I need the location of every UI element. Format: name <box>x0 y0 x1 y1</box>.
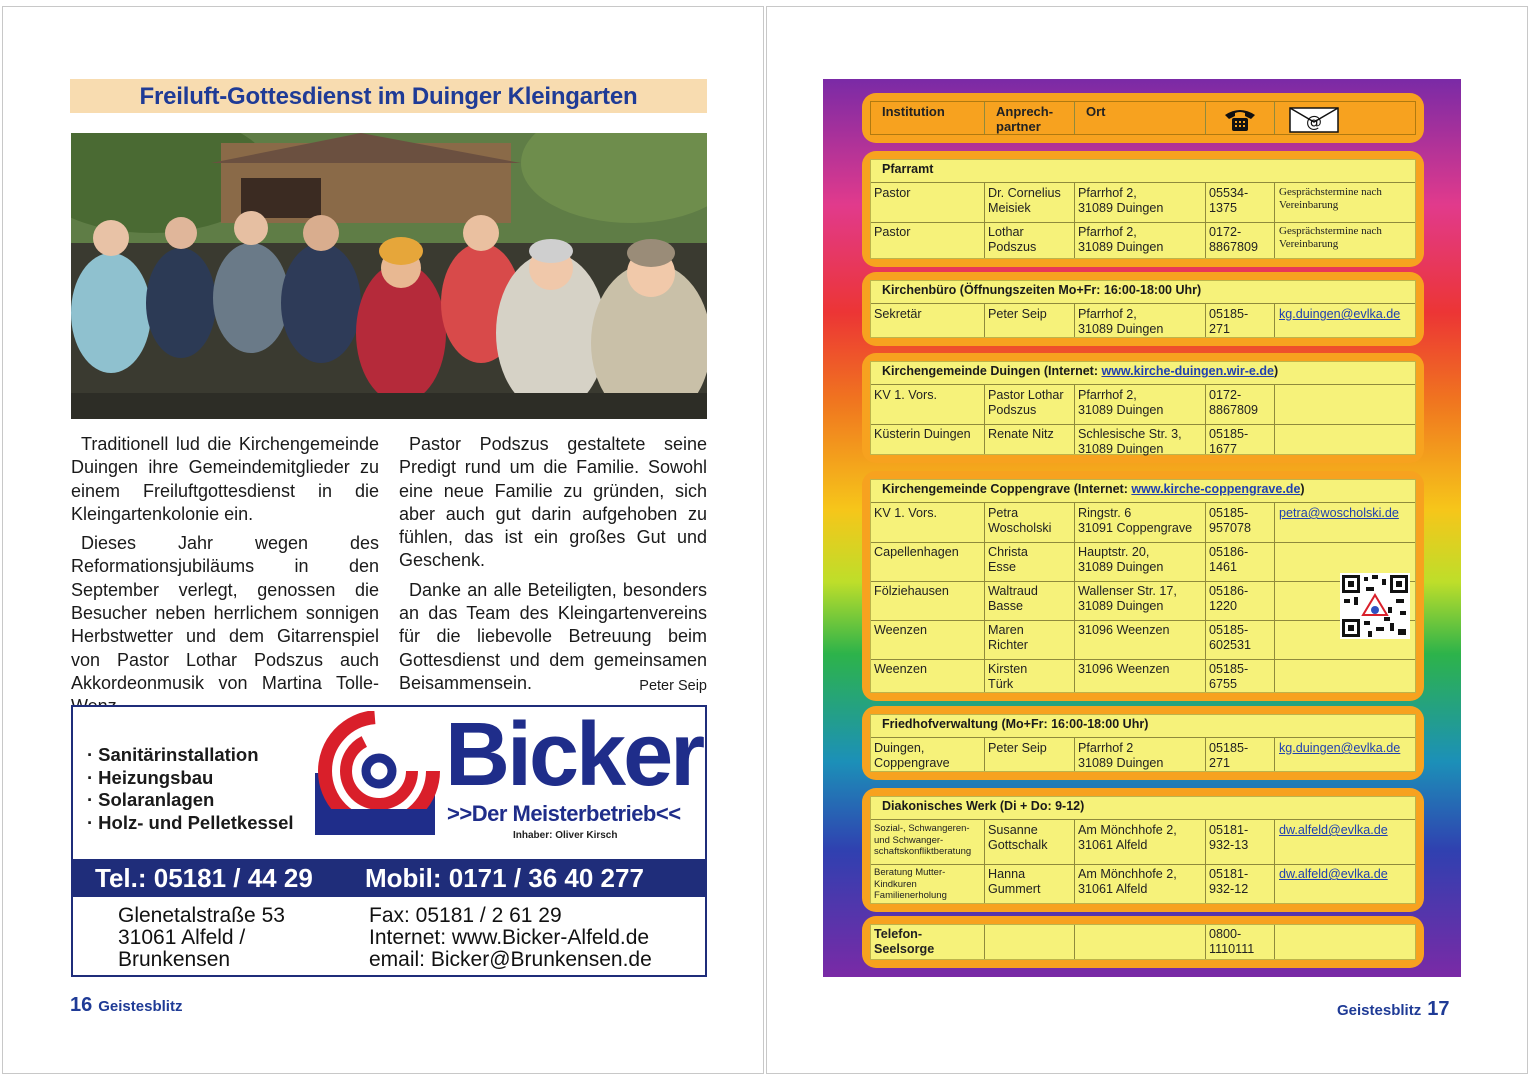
directory-row <box>871 867 1415 907</box>
qr-code-icon <box>1340 573 1410 639</box>
email-link[interactable]: kg.duingen@evlka.de <box>1279 307 1401 321</box>
phone-cell: 0172- 8867809 <box>1209 225 1259 254</box>
column-divider <box>984 925 985 959</box>
phone-cell: 05181- 932-13 <box>1209 823 1249 852</box>
section-title-text: Kirchenbüro (Öffnungszeiten Mo+Fr: 16:00-18:00 Uhr) <box>882 283 1202 297</box>
address-line: Glenetalstraße 53 <box>118 904 285 927</box>
article-title: Freiluft-Gottesdienst im Duinger Kleingarten <box>139 83 638 110</box>
email-line: email: Bicker@Brunkensen.de <box>369 948 652 971</box>
institution-cell: Pastor <box>874 225 911 239</box>
institution-cell: Pastor <box>874 186 911 200</box>
directory-section <box>862 272 1424 346</box>
contact-person-cell: Pastor Lothar Podszus <box>988 388 1064 417</box>
institution-cell: Capellenhagen <box>874 545 959 559</box>
phone-cell: 05186- 1220 <box>1209 584 1249 613</box>
column-divider <box>1274 819 1275 903</box>
section-table <box>870 714 1416 772</box>
phone-number: Tel.: 05181 / 44 29 <box>95 863 313 893</box>
section-title-end: ) <box>1300 482 1305 496</box>
address-cell: Ringstr. 6 31091 Coppengrave <box>1078 506 1193 535</box>
row-divider <box>871 502 1415 503</box>
institution-cell: KV 1. Vors. <box>874 506 937 520</box>
institution-cell: Sozial-, Schwangeren- und Schwanger-schaftskonfliktberatung <box>874 823 972 857</box>
directory-section <box>862 353 1424 463</box>
phone-cell: 05185- 6755 <box>1209 662 1249 691</box>
address-cell: Am Mönchhofe 2, 31061 Alfeld <box>1078 867 1177 896</box>
section-title-end: ) <box>1273 364 1279 378</box>
magazine-name: Geistesblitz <box>98 998 183 1015</box>
service-item: · Holz- und Pelletkessel <box>87 812 294 835</box>
row-divider <box>871 303 1415 304</box>
ad-contact <box>369 905 652 971</box>
congregation-photo <box>71 133 707 419</box>
contact-person-cell: Peter Seip <box>988 307 1047 321</box>
service-item: · Solaranlagen <box>87 789 294 812</box>
contact-person-cell: Christa Esse <box>988 545 1028 574</box>
section-title <box>882 482 1305 496</box>
article-title-bar <box>70 79 707 113</box>
directory-section <box>862 916 1424 968</box>
institution-cell: Telefon- Seelsorge <box>874 927 935 956</box>
contact-person-cell: Peter Seip <box>988 741 1047 755</box>
section-table <box>870 479 1416 693</box>
contact-person-cell: Renate Nitz <box>988 427 1054 441</box>
directory-row <box>871 307 1415 347</box>
column-divider <box>1074 925 1075 959</box>
service-item: · Heizungsbau <box>87 767 294 790</box>
email-cell <box>1279 307 1419 322</box>
header-contact-person: Anprech- partner <box>996 104 1054 134</box>
section-title <box>882 364 1278 378</box>
section-table <box>870 924 1416 960</box>
row-divider <box>871 424 1415 425</box>
institution-cell: Weenzen <box>874 623 927 637</box>
table-header <box>870 101 1416 135</box>
institution-cell: KV 1. Vors. <box>874 388 937 402</box>
phone-icon <box>1223 107 1257 133</box>
column-divider <box>1205 303 1206 337</box>
address-cell: Pfarrhof 2, 31089 Duingen <box>1078 388 1164 417</box>
column-divider <box>1074 182 1075 258</box>
mail-icon <box>1289 107 1339 133</box>
page-number: 17 <box>1427 998 1450 1020</box>
directory-row <box>871 823 1415 863</box>
brand-tagline: >>Der Meisterbetrieb<< <box>447 801 681 826</box>
email-cell <box>1279 506 1419 521</box>
svg-text:@: @ <box>1306 112 1322 131</box>
phone-cell: 05534- 1375 <box>1209 186 1249 215</box>
phone-bar <box>73 859 705 897</box>
column-divider <box>1074 819 1075 903</box>
column-divider <box>1205 737 1206 771</box>
row-divider <box>871 542 1415 543</box>
address-cell: Pfarrhof 2, 31089 Duingen <box>1078 307 1164 336</box>
institution-cell: Küsterin Duingen <box>874 427 971 441</box>
column-divider <box>1274 925 1275 959</box>
phone-cell: 05181- 932-12 <box>1209 867 1249 896</box>
address-cell: Wallenser Str. 17, 31089 Duingen <box>1078 584 1177 613</box>
contact-person-cell: Maren Richter <box>988 623 1028 652</box>
service-list <box>87 744 294 834</box>
contact-person-cell: Hanna Gummert <box>988 867 1041 896</box>
directory-section <box>862 788 1424 912</box>
directory-row <box>871 225 1415 265</box>
directory-row <box>871 388 1415 428</box>
contact-person-cell: Waltraud Basse <box>988 584 1038 613</box>
bicker-advertisement <box>71 705 707 977</box>
paragraph-text: Danke an alle Beteiligten, besonders an das Team des Kleingartenvereins für die liebevolle Betreuung beim Gottesdienst und dem gemeinsamen Beisammensein. <box>399 579 707 693</box>
fax-line: Fax: 05181 / 2 61 29 <box>369 904 562 927</box>
directory-row <box>871 584 1415 624</box>
institution-cell: Duingen, Coppengrave <box>874 741 950 770</box>
column-divider <box>1205 384 1206 454</box>
column-divider <box>984 737 985 771</box>
page-footer-left <box>70 994 182 1017</box>
ad-address <box>118 905 285 971</box>
row-divider <box>871 659 1415 660</box>
column-divider <box>984 502 985 692</box>
directory-row <box>871 427 1415 467</box>
paragraph: Traditionell lud die Kirchengemeinde Duingen ihre Gemeindemitglieder zu einem Freiluftgottesdienst in die Kleingartenkolonie ein. <box>71 434 379 524</box>
address-line: 31061 Alfeld / <box>118 926 246 949</box>
section-table <box>870 280 1416 338</box>
email-link[interactable]: kg.duingen@evlka.de <box>1279 741 1401 755</box>
column-divider <box>984 819 985 903</box>
row-divider <box>871 182 1415 183</box>
row-divider <box>871 222 1415 223</box>
contact-person-cell: Susanne Gottschalk <box>988 823 1048 852</box>
phone-cell: 0800- 1110111 <box>1209 927 1255 956</box>
column-divider <box>1274 303 1275 337</box>
phone-cell: 0172- 8867809 <box>1209 388 1259 417</box>
section-title-text: Pfarramt <box>882 162 934 176</box>
page-footer-right <box>1337 998 1449 1021</box>
email-link[interactable]: dw.alfeld@evlka.de <box>1279 823 1388 837</box>
header-institution: Institution <box>882 104 945 119</box>
header-location: Ort <box>1086 104 1106 119</box>
row-divider <box>871 581 1415 582</box>
institution-cell: Weenzen <box>874 662 927 676</box>
column-divider <box>984 384 985 454</box>
address-cell: Pfarrhof 2 31089 Duingen <box>1078 741 1164 770</box>
email-cell <box>1279 741 1419 756</box>
address-line: Brunkensen <box>118 948 231 971</box>
article-column-right <box>399 433 707 701</box>
address-cell: Pfarrhof 2, 31089 Duingen <box>1078 186 1164 215</box>
owner-line: Inhaber: Oliver Kirsch <box>513 830 618 841</box>
contact-person-cell: Lothar Podszus <box>988 225 1037 254</box>
column-divider <box>1074 384 1075 454</box>
contact-person-cell: Kirsten Türk <box>988 662 1028 691</box>
directory-row <box>871 927 1415 967</box>
column-divider <box>1274 384 1275 454</box>
phone-cell: 05185- 602531 <box>1209 623 1252 652</box>
row-divider <box>871 384 1415 385</box>
column-divider <box>1205 925 1206 959</box>
phone-cell: 05185- 271 <box>1209 741 1249 770</box>
column-divider <box>984 182 985 258</box>
column-divider <box>1274 737 1275 771</box>
address-cell: Schlesische Str. 3, 31089 Duingen <box>1078 427 1182 456</box>
mobile-number: Mobil: 0171 / 36 40 277 <box>365 863 644 893</box>
section-table <box>870 361 1416 455</box>
service-item: · Sanitärinstallation <box>87 744 294 767</box>
email-link[interactable]: dw.alfeld@evlka.de <box>1279 867 1388 881</box>
directory-row <box>871 506 1415 546</box>
section-website-link[interactable]: www.kirche-coppengrave.de <box>1131 482 1301 496</box>
address-cell: 31096 Weenzen <box>1078 623 1170 637</box>
bicker-logo-icon <box>313 711 453 839</box>
section-title-text: Diakonisches Werk (Di + Do: 9-12) <box>882 799 1085 813</box>
section-title <box>882 799 1084 813</box>
row-divider <box>871 819 1415 820</box>
phone-cell: 05186- 1461 <box>1209 545 1249 574</box>
phone-cell: 05185- 271 <box>1209 307 1249 336</box>
author-name: Peter Seip <box>639 677 707 694</box>
row-divider <box>871 737 1415 738</box>
directory-row <box>871 623 1415 663</box>
address-cell: Hauptstr. 20, 31089 Duingen <box>1078 545 1164 574</box>
row-divider <box>871 864 1415 865</box>
institution-cell: Sekretär <box>874 307 922 321</box>
directory-row <box>871 186 1415 226</box>
paragraph: Pastor Podszus gestaltete seine Predigt rund um die Familie. Sowohl eine neue Familie zu gründen, sich aber auch gut darin aufgehoben zu fühlen, das ist ein großes Gut und Geschenk. <box>399 434 707 571</box>
section-table <box>870 796 1416 904</box>
section-title <box>882 283 1201 297</box>
address-cell: 31096 Weenzen <box>1078 662 1170 676</box>
column-divider <box>1074 303 1075 337</box>
table-header-box <box>862 93 1424 143</box>
email-link[interactable]: petra@woscholski.de <box>1279 506 1399 520</box>
section-title <box>882 717 1148 731</box>
column-divider <box>1274 502 1275 692</box>
directory-row <box>871 545 1415 585</box>
column-divider <box>1274 182 1275 258</box>
column-divider <box>1205 502 1206 692</box>
section-title <box>882 162 933 176</box>
paragraph <box>399 579 707 695</box>
paragraph: Dieses Jahr wegen des Reformationsjubiläums in den September verlegt, genossen die Besucher neben herrlichem sonnigen Herbstwetter und dem Gitarrenspiel von Pastor Lothar Podszus auch Akkordeonmusik von Martina Tolle- <box>71 533 379 693</box>
email-cell: Gesprächstermine nach Vereinbarung <box>1279 186 1382 211</box>
section-table <box>870 159 1416 259</box>
contact-person-cell: Petra Woscholski <box>988 506 1052 535</box>
article-column-left <box>71 433 379 725</box>
section-website-link[interactable]: www.kirche-duingen.wir-e.de <box>1101 364 1274 378</box>
address-cell: Am Mönchhofe 2, 31061 Alfeld <box>1078 823 1177 852</box>
column-divider <box>1074 502 1075 692</box>
directory-section <box>862 151 1424 267</box>
phone-cell: 05185- 1677 <box>1209 427 1249 456</box>
row-divider <box>871 620 1415 621</box>
column-divider <box>1074 737 1075 771</box>
section-title-text: Kirchengemeinde Duingen (Internet: <box>882 364 1102 378</box>
directory-row <box>871 741 1415 781</box>
column-divider <box>1205 819 1206 903</box>
contact-person-cell: Dr. Cornelius Meisiek <box>988 186 1061 215</box>
directory-section <box>862 706 1424 780</box>
section-title-text: Kirchengemeinde Coppengrave (Internet: <box>882 482 1132 496</box>
institution-cell: Fölziehausen <box>874 584 949 598</box>
magazine-name: Geistesblitz <box>1337 1002 1422 1019</box>
email-cell: Gesprächstermine nach Vereinbarung <box>1279 225 1382 250</box>
section-title-text: Friedhofverwaltung (Mo+Fr: 16:00-18:00 Uhr) <box>882 717 1149 731</box>
address-cell: Pfarrhof 2, 31089 Duingen <box>1078 225 1164 254</box>
website-line: Internet: www.Bicker-Alfeld.de <box>369 926 650 949</box>
page-number: 16 <box>70 994 93 1016</box>
email-cell <box>1279 823 1419 838</box>
phone-cell: 05185- 957078 <box>1209 506 1252 535</box>
institution-cell: Beratung Mutter-Kindkuren Familienerholung <box>874 867 947 901</box>
directory-row <box>871 662 1415 702</box>
column-divider <box>984 303 985 337</box>
column-divider <box>1205 182 1206 258</box>
email-cell <box>1279 867 1419 882</box>
brand-name: Bicker <box>445 705 703 805</box>
